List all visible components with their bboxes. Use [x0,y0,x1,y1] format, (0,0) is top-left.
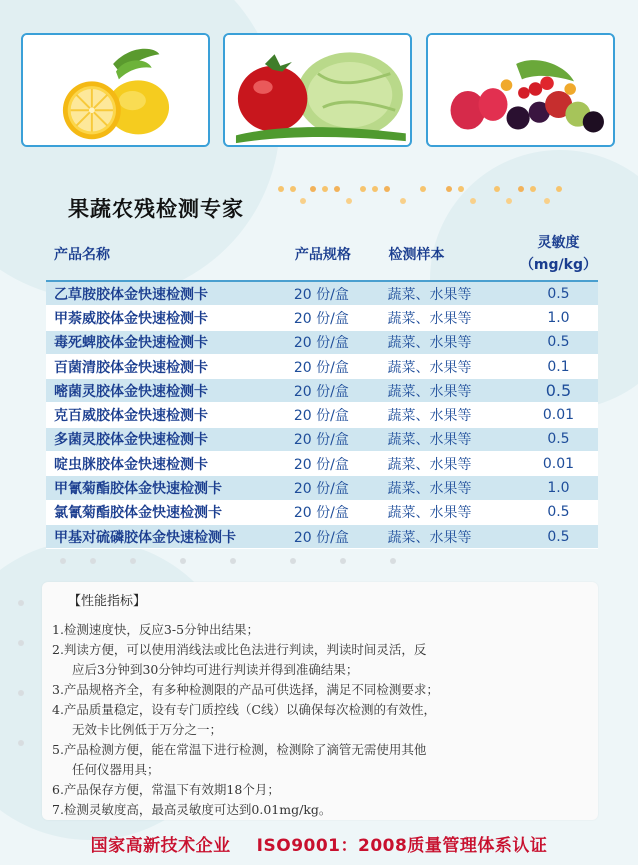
performance-line: 5.产品检测方便，能在常温下进行检测，检测除了滴管无需使用其他 [52,742,427,757]
table-row [46,452,598,476]
footer-certifications [0,831,638,856]
table-row [46,476,598,500]
product-spec: 20 份/盒 [294,403,388,427]
product-name: 甲基对硫磷胶体金快速检测卡 [46,524,294,548]
product-sample: 蔬菜、水果等 [387,476,518,500]
product-sample: 蔬菜、水果等 [387,500,518,524]
product-sensitivity: 0.5 [519,330,598,354]
performance-line: 2.判读方便，可以使用消线法或比色法进行判读，判读时间灵活，反 [52,642,427,657]
product-sample: 蔬菜、水果等 [387,452,518,476]
lemons-photo [21,33,210,147]
performance-line: 无效卡比例低于万分之一； [72,722,223,737]
product-spec: 20 份/盒 [294,330,388,354]
performance-item [52,780,592,800]
performance-line: 应后3分钟到30分钟均可进行判读并得到准确结果； [72,662,359,677]
sensitivity-unit: （mg/kg） [519,257,597,273]
performance-list [52,620,592,820]
product-sensitivity: 0.5 [519,281,598,306]
performance-line: 1.检测速度快，反应3-5分钟出结果； [52,622,260,637]
performance-line: 3.产品规格齐全，有多种检测限的产品可供选择，满足不同检测要求； [52,682,439,697]
product-sensitivity: 1.0 [519,476,598,500]
product-spec: 20 份/盒 [294,500,388,524]
product-sensitivity: 0.5 [519,524,598,548]
product-spec: 20 份/盒 [294,427,388,451]
column-header-sensitivity [519,228,598,281]
product-sample: 蔬菜、水果等 [387,403,518,427]
performance-item [52,680,592,700]
performance-panel [42,582,598,820]
table-row [46,306,598,330]
column-header-name: 产品名称 [46,228,294,281]
product-sensitivity: 0.5 [519,500,598,524]
product-spec: 20 份/盒 [294,476,388,500]
performance-line: 4.产品质量稳定，设有专门质控线（C线）以确保每次检测的有效性， [52,702,436,717]
product-name: 克百威胶体金快速检测卡 [46,403,294,427]
product-sensitivity: 0.01 [519,452,598,476]
product-sensitivity: 0.01 [519,403,598,427]
footer-enterprise-label: 国家高新技术企业 [90,836,231,856]
product-name: 甲萘威胶体金快速检测卡 [46,306,294,330]
table-row [46,281,598,306]
product-sensitivity: 0.5 [519,379,598,403]
performance-title: 【性能指标】 [68,594,147,609]
product-spec: 20 份/盒 [294,452,388,476]
product-sample: 蔬菜、水果等 [387,281,518,306]
table-header-row [46,228,598,281]
product-sample: 蔬菜、水果等 [387,379,518,403]
product-sample: 蔬菜、水果等 [387,427,518,451]
product-name: 啶虫脒胶体金快速检测卡 [46,452,294,476]
product-sample: 蔬菜、水果等 [387,306,518,330]
performance-item [52,620,592,640]
berries-icon [428,35,613,145]
table-row [46,403,598,427]
footer-iso-label: ISO9001：2008质量管理体系认证 [256,836,548,856]
table-row [46,330,598,354]
tomato-cabbage-icon [225,35,410,145]
product-sensitivity: 1.0 [519,306,598,330]
performance-line: 6.产品保存方便，常温下有效期18个月； [52,782,280,797]
product-name: 嘧菌灵胶体金快速检测卡 [46,379,294,403]
performance-item [52,640,592,680]
product-spec: 20 份/盒 [294,281,388,306]
product-name: 多菌灵胶体金快速检测卡 [46,427,294,451]
page-title: 果蔬农残检测专家 [68,197,244,221]
product-table [46,228,598,549]
product-spec: 20 份/盒 [294,354,388,378]
performance-item [52,740,592,780]
sensitivity-label: 灵敏度 [537,235,580,251]
table-row [46,524,598,548]
performance-item [52,800,592,820]
product-spec: 20 份/盒 [294,379,388,403]
column-header-spec: 产品规格 [294,228,388,281]
product-name: 乙草胺胶体金快速检测卡 [46,281,294,306]
product-spec: 20 份/盒 [294,524,388,548]
column-header-sample: 检测样本 [387,228,518,281]
table-row [46,379,598,403]
berries-photo [426,33,615,147]
table-row [46,427,598,451]
performance-line: 任何仪器用具； [72,762,160,777]
product-sample: 蔬菜、水果等 [387,524,518,548]
performance-item [52,700,592,740]
product-name: 百菌清胶体金快速检测卡 [46,354,294,378]
product-sensitivity: 0.5 [519,427,598,451]
performance-line: 7.检测灵敏度高，最高灵敏度可达到0.01mg/kg。 [52,802,332,817]
tomato-cabbage-photo [223,33,412,147]
product-sample: 蔬菜、水果等 [387,330,518,354]
product-sample: 蔬菜、水果等 [387,354,518,378]
product-name: 甲氰菊酯胶体金快速检测卡 [46,476,294,500]
product-name: 氯氰菊酯胶体金快速检测卡 [46,500,294,524]
table-row [46,354,598,378]
table-row [46,500,598,524]
product-name: 毒死蜱胶体金快速检测卡 [46,330,294,354]
lemons-icon [23,35,208,145]
product-spec: 20 份/盒 [294,306,388,330]
product-sensitivity: 0.1 [519,354,598,378]
